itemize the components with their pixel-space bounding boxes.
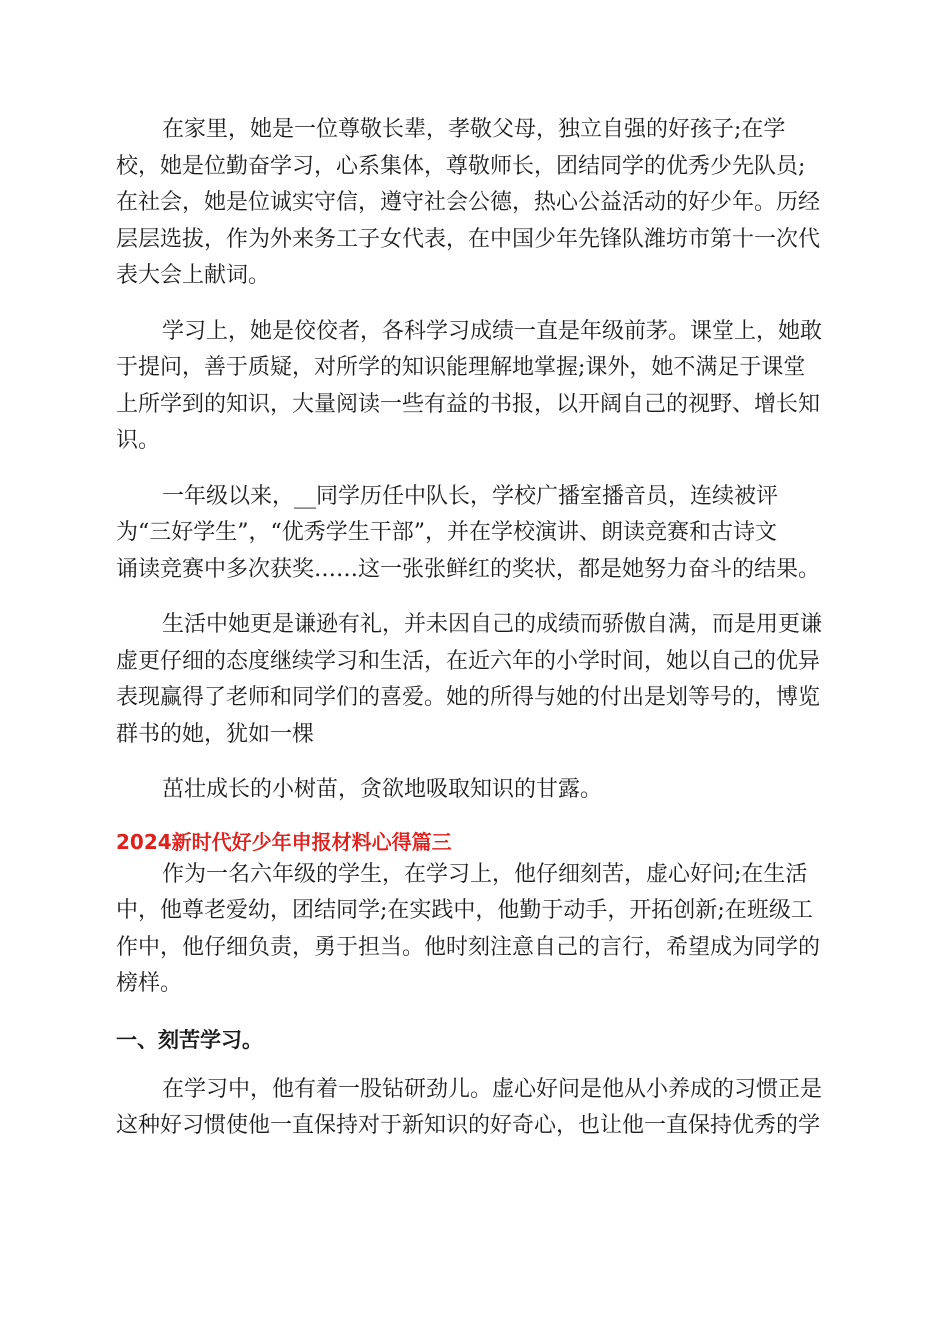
text-line: 茁壮成长的小树苗，贪欲地吸取知识的甘露。 (162, 777, 603, 802)
text-line: 群书的她，犹如一棵 (116, 721, 315, 747)
text-line: 校，她是位勤奋学习，心系集体，尊敬师长，团结同学的优秀少先队员; (116, 153, 806, 179)
paragraph-sixth-grade (116, 857, 832, 1003)
text-line: 表现赢得了老师和同学们的喜爱。她的所得与她的付出是划等号的，博览 (116, 685, 821, 710)
paragraph-awards (116, 479, 832, 589)
text-line: 于提问，善于质疑，对所学的知识能理解地掌握;课外，她不满足于课堂 (116, 355, 806, 380)
text-line: 为“三好学生”，“优秀学生干部”，并在学校演讲、朗读竞赛和古诗文 (116, 520, 777, 545)
text-line: 在社会，她是位诚实守信，遵守社会公德，热心公益活动的好少年。历经 (116, 190, 821, 215)
text-line: 表大会上献词。 (116, 263, 271, 288)
text-line: 层层选拔，作为外来务工子女代表，在中国少年先锋队潍坊市第十一次代 (116, 226, 821, 252)
text-line: 学习上，她是佼佼者，各科学习成绩一直是年级前茅。课堂上，她敢 (162, 318, 823, 344)
paragraph-family-school-society (116, 112, 832, 295)
text-line: 一年级以来，__同学历任中队长，学校广播室播音员，连续被评 (162, 483, 779, 509)
text-line: 作为一名六年级的学生，在学习上，他仔细刻苦，虚心好问;在生活 (162, 861, 808, 887)
text-line: 中，他尊老爱幼，团结同学;在实践中，他勤于动手，开拓创新;在班级工 (116, 898, 813, 923)
text-line: 虚更仔细的态度继续学习和生活，在近六年的小学时间，她以自己的优异 (116, 648, 821, 674)
text-line: 诵读竞赛中多次获奖……这一张张鲜红的奖状，都是她努力奋斗的结果。 (116, 556, 821, 582)
text-line: 识。 (116, 428, 161, 453)
paragraph-sapling (116, 772, 832, 809)
text-line: 作中，他仔细负责，勇于担当。他时刻注意自己的言行，希望成为同学的 (116, 934, 821, 960)
paragraph-study (116, 314, 832, 460)
section-title: 2024新时代好少年申报材料心得篇三 (116, 829, 452, 854)
sub-heading: 一、刻苦学习。 (116, 1027, 263, 1052)
document-body (116, 112, 832, 1164)
text-line: 这种好习惯使他一直保持对于新知识的好奇心，也让他一直保持优秀的学 (116, 1113, 821, 1138)
paragraph-diligent-study (116, 1072, 832, 1145)
text-line: 上所学到的知识，大量阅读一些有益的书报，以开阔自己的视野、增长知 (116, 391, 821, 417)
text-line: 榜样。 (116, 971, 183, 996)
text-line: 在家里，她是一位尊敬长辈，孝敬父母，独立自强的好孩子;在学 (162, 117, 786, 142)
paragraph-life (116, 607, 832, 753)
text-line: 生活中她更是谦逊有礼，并未因自己的成绩而骄傲自满，而是用更谦 (162, 612, 823, 637)
text-line: 在学习中，他有着一股钻研劲儿。虚心好问是他从小养成的习惯正是 (162, 1076, 823, 1102)
